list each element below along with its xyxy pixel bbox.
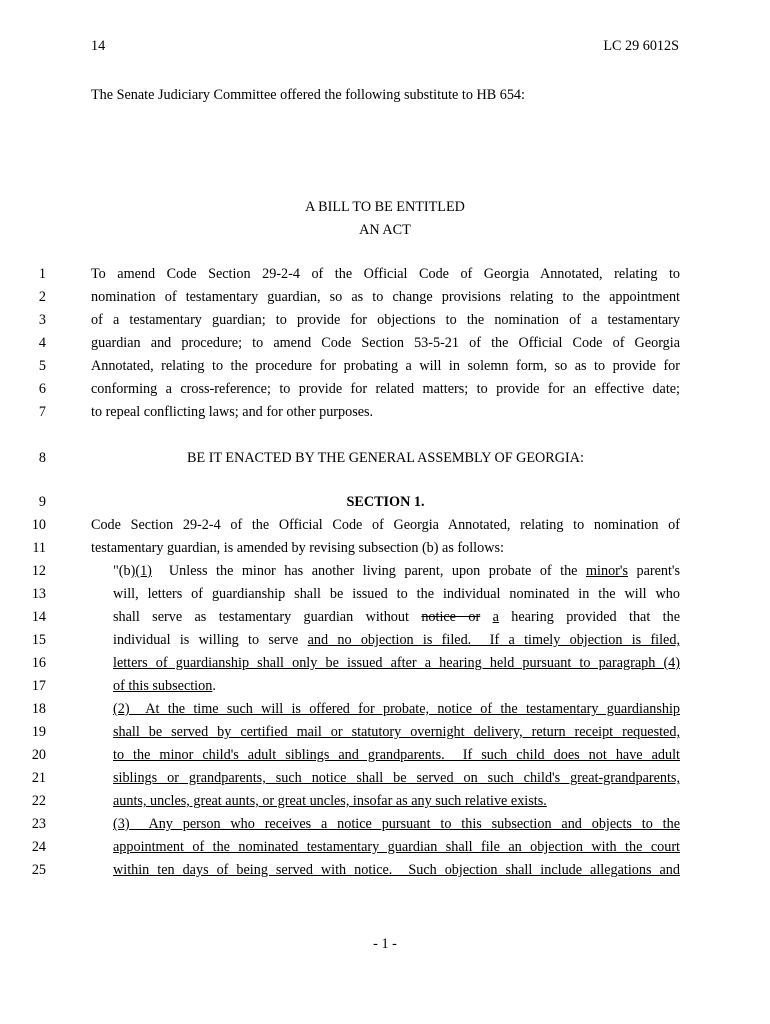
body-line (113, 678, 680, 695)
line-number: 11 (32, 540, 46, 556)
line-number: 5 (38, 358, 46, 374)
caption-line: To amend Code Section 29-2-4 of the Official Code of Georgia Annotated, relating to (91, 266, 680, 282)
enacting-clause: BE IT ENACTED BY THE GENERAL ASSEMBLY OF GEORGIA: (187, 450, 584, 466)
line-number: 6 (38, 381, 46, 397)
caption-line: to repeal conflicting laws; and for other purposes. (91, 404, 374, 420)
text-run: . (212, 678, 216, 694)
inserted-text: minor's (586, 563, 628, 579)
inserted-text: and no objection is filed. If a timely objection is filed, (307, 632, 680, 648)
body-line: (2) At the time such will is offered for probate, notice of the testamentary guardianship (113, 701, 680, 717)
header-page-number: 14 (91, 38, 106, 54)
line-number: 18 (31, 701, 46, 717)
caption-line: nomination of testamentary guardian, so as to change provisions relating to the appointment (91, 289, 680, 305)
line-number: 21 (31, 770, 46, 786)
text-run (480, 609, 492, 625)
line-number: 20 (31, 747, 46, 763)
body-line: appointment of the nominated testamentary guardian shall file an objection with the court (113, 839, 680, 855)
inserted-text: of this subsection (113, 678, 213, 694)
page-footer: - 1 - (373, 936, 397, 952)
line-number: 22 (31, 793, 46, 809)
line-number: 12 (31, 563, 46, 579)
line-number: 14 (31, 609, 46, 625)
line-number: 7 (38, 404, 46, 420)
line-number: 24 (31, 839, 46, 855)
text-run: hearing provided that the (498, 609, 680, 625)
bill-title-line1: A BILL TO BE ENTITLED (305, 199, 465, 215)
header-doc-code: LC 29 6012S (603, 38, 679, 54)
body-line: testamentary guardian, is amended by revising subsection (b) as follows: (91, 540, 504, 556)
body-line: to the minor child's adult siblings and grandparents. If such child does not have adult (113, 747, 680, 763)
section-heading: SECTION 1. (346, 494, 425, 510)
inserted-text: (1) (135, 563, 152, 579)
body-line: shall be served by certified mail or statutory overnight delivery, return receipt requested, (113, 724, 680, 740)
body-line (113, 609, 680, 626)
line-number: 23 (31, 816, 46, 832)
caption-line: Annotated, relating to the procedure for probating a will in solemn form, so as to provide for (91, 358, 680, 374)
body-line: siblings or grandparents, such notice shall be served on such child's great-grandparents, (113, 770, 680, 786)
line-number: 9 (38, 494, 46, 510)
body-line: Code Section 29-2-4 of the Official Code of Georgia Annotated, relating to nomination of (91, 517, 680, 533)
line-number: 10 (31, 517, 46, 533)
intro-statement: The Senate Judiciary Committee offered the following substitute to HB 654: (91, 87, 525, 103)
caption-line: of a testamentary guardian; to provide for objections to the nomination of a testamentary (91, 312, 680, 328)
caption-line: conforming a cross-reference; to provide for related matters; to provide for an effective date; (91, 381, 680, 397)
text-run: shall serve as testamentary guardian without (113, 609, 422, 625)
line-number: 15 (31, 632, 46, 648)
body-line: within ten days of being served with notice. Such objection shall include allegations and (113, 862, 680, 878)
body-line: (3) Any person who receives a notice pursuant to this subsection and objects to the (113, 816, 680, 832)
struck-text: notice or (421, 609, 481, 625)
text-run: parent's (627, 563, 681, 579)
caption-line: guardian and procedure; to amend Code Section 53-5-21 of the Official Code of Georgia (91, 335, 680, 351)
line-number: 1 (38, 266, 46, 282)
line-number: 4 (38, 335, 46, 351)
body-line: aunts, uncles, great aunts, or great uncles, insofar as any such relative exists. (113, 793, 547, 809)
inserted-text: a (492, 609, 499, 625)
line-number: 25 (31, 862, 46, 878)
line-number: 17 (31, 678, 46, 694)
line-number: 16 (31, 655, 46, 671)
text-run: individual is willing to serve (113, 632, 308, 648)
text-run: "(b) (113, 563, 136, 579)
line-number: 13 (31, 586, 46, 602)
body-line: will, letters of guardianship shall be issued to the individual nominated in the will who (113, 586, 680, 602)
body-line (113, 563, 680, 580)
line-number: 2 (38, 289, 46, 305)
line-number: 3 (38, 312, 46, 328)
line-number: 19 (31, 724, 46, 740)
body-line (113, 632, 680, 649)
bill-title-line2: AN ACT (359, 222, 411, 238)
body-line: letters of guardianship shall only be issued after a hearing held pursuant to paragraph (4) (113, 655, 680, 671)
line-number: 8 (38, 450, 46, 466)
text-run: Unless the minor has another living parent, upon probate of the (151, 563, 586, 579)
